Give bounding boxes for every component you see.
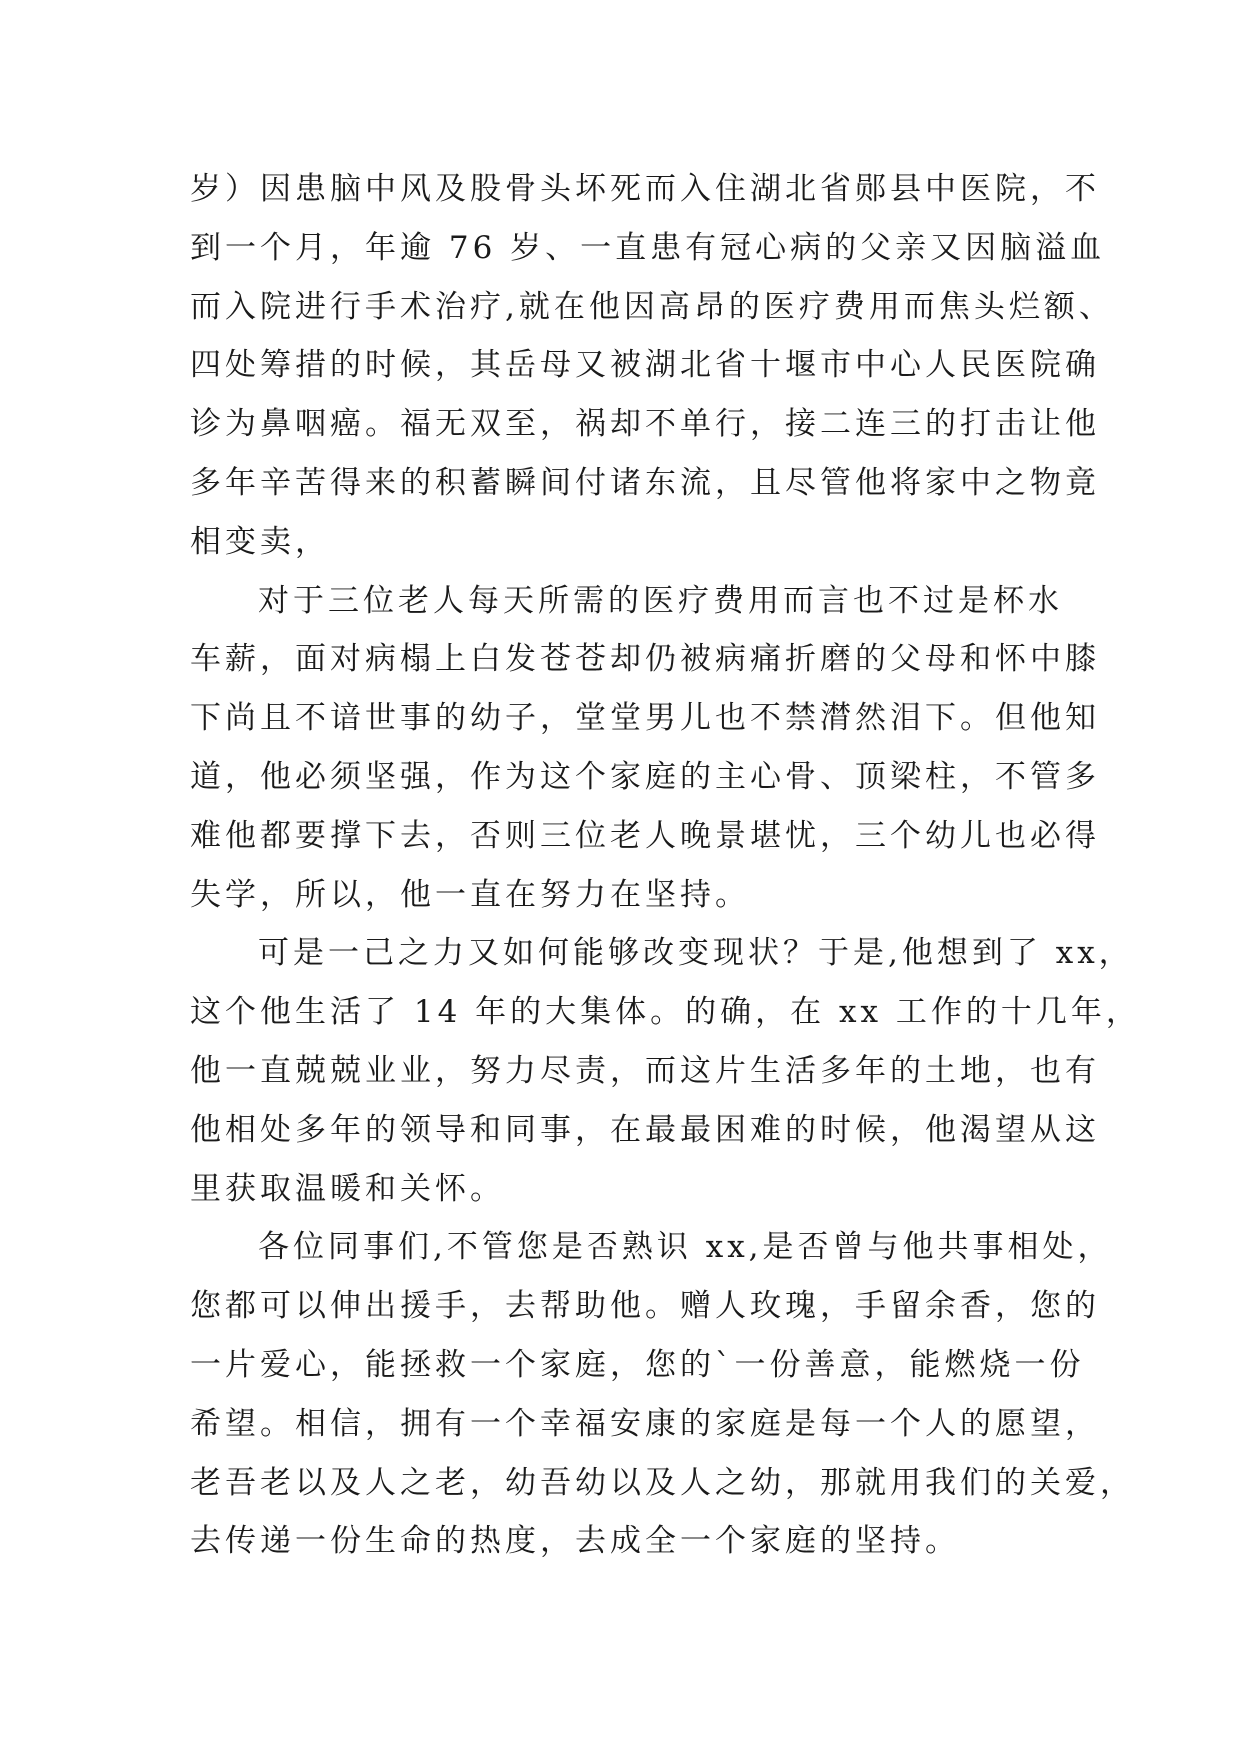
text-line: 对于三位老人每天所需的医疗费用而言也不过是杯水 bbox=[258, 582, 1063, 619]
text-line: 一片爱心，能拯救一个家庭，您的`一份善意，能燃烧一份 bbox=[190, 1346, 1085, 1383]
text-line: 相变卖， bbox=[190, 523, 330, 560]
text-line: 他一直兢兢业业，努力尽责，而这片生活多年的土地，也有 bbox=[190, 1052, 1100, 1089]
text-line: 可是一己之力又如何能够改变现状？于是,他想到了 xx， bbox=[258, 935, 1134, 972]
paragraph-4 bbox=[190, 1218, 1135, 1571]
text-line: 去传递一份生命的热度，去成全一个家庭的坚持。 bbox=[190, 1523, 960, 1560]
text-line: 难他都要撑下去，否则三位老人晚景堪忧，三个幼儿也必得 bbox=[190, 817, 1100, 854]
text-line: 失学，所以，他一直在努力在坚持。 bbox=[190, 876, 750, 913]
text-line: 他相处多年的领导和同事，在最最困难的时候，他渴望从这 bbox=[190, 1111, 1100, 1148]
text-line: 里获取温暖和关怀。 bbox=[190, 1170, 505, 1207]
text-line: 老吾老以及人之老，幼吾幼以及人之幼，那就用我们的关爱， bbox=[190, 1464, 1135, 1501]
text-line: 这个他生活了 14 年的大集体。的确，在 xx 工作的十几年， bbox=[190, 994, 1141, 1031]
text-line: 道，他必须坚强，作为这个家庭的主心骨、顶梁柱，不管多 bbox=[190, 758, 1100, 795]
text-line: 多年辛苦得来的积蓄瞬间付诸东流，且尽管他将家中之物竟 bbox=[190, 464, 1100, 501]
text-line: 到一个月，年逾 76 岁、一直患有冠心病的父亲又因脑溢血 bbox=[190, 229, 1106, 266]
text-line: 车薪，面对病榻上白发苍苍却仍被病痛折磨的父母和怀中膝 bbox=[190, 641, 1100, 678]
text-line: 岁）因患脑中风及股骨头坏死而入住湖北省郧县中医院，不 bbox=[190, 171, 1100, 207]
text-line: 而入院进行手术治疗,就在他因高昂的医疗费用而焦头烂额、 bbox=[190, 288, 1114, 325]
paragraph-1 bbox=[190, 160, 1114, 572]
text-line: 希望。相信，拥有一个幸福安康的家庭是每一个人的愿望， bbox=[190, 1405, 1100, 1442]
text-line: 四处筹措的时候，其岳母又被湖北省十堰市中心人民医院确 bbox=[190, 347, 1100, 384]
paragraph-3 bbox=[190, 924, 1141, 1218]
text-line: 您都可以伸出援手，去帮助他。赠人玫瑰，手留余香，您的 bbox=[190, 1288, 1100, 1325]
text-line: 诊为鼻咽癌。福无双至，祸却不单行，接二连三的打击让他 bbox=[190, 406, 1100, 443]
text-line: 各位同事们,不管您是否熟识 xx,是否曾与他共事相处， bbox=[258, 1229, 1113, 1266]
document-body bbox=[190, 160, 1141, 1571]
text-line: 下尚且不谙世事的幼子，堂堂男儿也不禁潸然泪下。但他知 bbox=[190, 700, 1100, 737]
paragraph-2 bbox=[190, 572, 1100, 925]
